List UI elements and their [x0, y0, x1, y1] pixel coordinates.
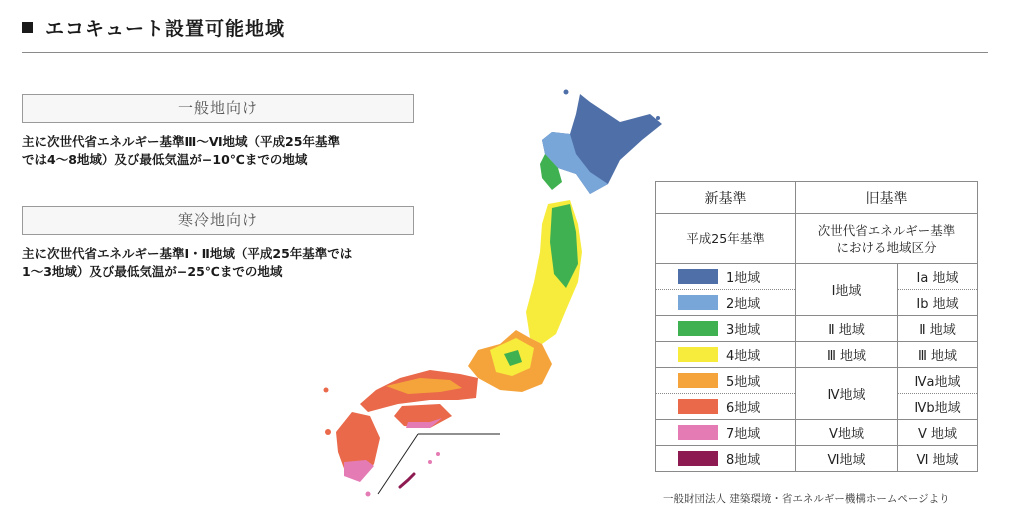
legend-sub-old-line-1: 次世代省エネルギー基準 — [817, 222, 956, 238]
legend-header-old: 旧基準 — [796, 182, 978, 214]
goto-island — [325, 429, 331, 435]
general-description-line-2: では4〜8地域）及び最低気温が−10℃までの地域 — [22, 152, 308, 167]
legend-zone-6: 6地域 — [656, 394, 796, 420]
okinawa-inset-diagonal-line — [378, 434, 418, 494]
amami-island — [428, 460, 432, 464]
square-bullet-icon — [22, 22, 33, 33]
cold-description-line-1: 主に次世代省エネルギー基準Ⅰ・Ⅱ地域（平成25年基準では — [22, 246, 353, 261]
legend-zone-7: 7地域 — [656, 420, 796, 446]
legend-old-detail-1: Ⅰa 地域 — [898, 264, 978, 290]
climate-zone-legend-table — [655, 181, 978, 472]
source-credit: 一般財団法人 建築環境・省エネルギー機構ホームページより — [663, 493, 950, 505]
legend-old-group-5: Ⅴ地域 — [796, 420, 898, 446]
general-description-line-1: 主に次世代省エネルギー基準Ⅲ〜Ⅵ地域（平成25年基準 — [22, 134, 340, 149]
title-divider — [22, 52, 988, 53]
zone-1-swatch — [678, 269, 718, 284]
legend-old-detail-7: Ⅴ 地域 — [898, 420, 978, 446]
legend-zone-5: 5地域 — [656, 368, 796, 394]
zone-2-swatch — [678, 295, 718, 310]
kuril-island — [656, 116, 660, 120]
page-title-row — [22, 14, 285, 41]
zone-6-swatch — [678, 399, 718, 414]
general-type-label: 一般地向け — [177, 99, 258, 117]
legend-old-group-6: Ⅵ地域 — [796, 446, 898, 472]
legend-zone-8: 8地域 — [656, 446, 796, 472]
legend-sub-new: 平成25年基準 — [656, 214, 796, 264]
rishiri-island — [564, 90, 569, 95]
legend-zone-2: 2地域 — [656, 290, 796, 316]
tsushima-island — [324, 388, 329, 393]
legend-old-detail-5: Ⅳa地域 — [898, 368, 978, 394]
legend-zone-3: 3地域 — [656, 316, 796, 342]
page-title: エコキュート設置可能地域 — [45, 18, 286, 40]
legend-old-group-4: Ⅳ地域 — [796, 368, 898, 420]
legend-sub-old — [796, 214, 978, 264]
legend-zone-1: 1地域 — [656, 264, 796, 290]
zone-8-swatch — [678, 451, 718, 466]
legend-old-detail-4: Ⅲ 地域 — [898, 342, 978, 368]
japan-climate-zone-map — [290, 82, 670, 502]
legend-old-group-2: Ⅱ 地域 — [796, 316, 898, 342]
legend-old-detail-8: Ⅵ 地域 — [898, 446, 978, 472]
zone-4-swatch — [678, 347, 718, 362]
legend-header-new: 新基準 — [656, 182, 796, 214]
amami-island-2 — [436, 452, 440, 456]
zone-7-swatch — [678, 425, 718, 440]
legend-sub-old-line-2: における地域区分 — [836, 239, 937, 255]
okinawa-islands — [400, 474, 414, 487]
legend-old-detail-2: Ⅰb 地域 — [898, 290, 978, 316]
legend-old-detail-3: Ⅱ 地域 — [898, 316, 978, 342]
tanegashima-island — [366, 492, 371, 497]
cold-type-label: 寒冷地向け — [177, 211, 258, 229]
kyushu-south-coast — [344, 460, 374, 482]
cold-description-line-2: 1〜3地域）及び最低気温が−25℃までの地域 — [22, 264, 283, 279]
legend-old-detail-6: Ⅳb地域 — [898, 394, 978, 420]
legend-zone-4: 4地域 — [656, 342, 796, 368]
zone-3-swatch — [678, 321, 718, 336]
legend-old-group-1: Ⅰ地域 — [796, 264, 898, 316]
legend-old-group-3: Ⅲ 地域 — [796, 342, 898, 368]
zone-5-swatch — [678, 373, 718, 388]
